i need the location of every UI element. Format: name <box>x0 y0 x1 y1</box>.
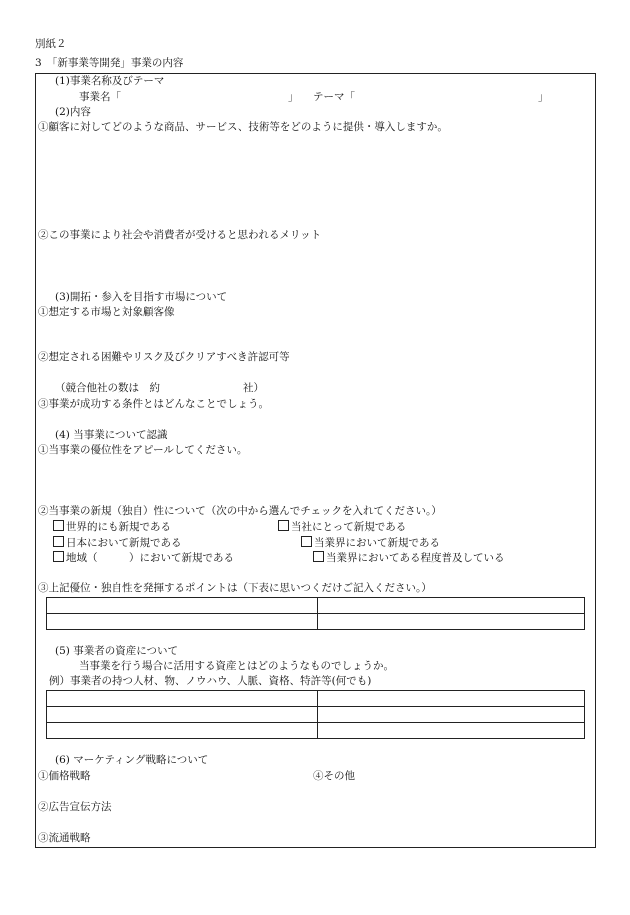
table-cell[interactable] <box>47 598 318 614</box>
theme-suffix: 」 <box>538 91 549 103</box>
table-row <box>47 691 585 707</box>
s2-question-2: ②この事業により社会や消費者が受けると思われるメリット <box>38 229 322 241</box>
s2-heading: (2)内容 <box>55 106 91 118</box>
advantage-points-table <box>46 597 585 630</box>
table-row <box>47 614 585 630</box>
s5-question: 当事業を行う場合に活用する資産とはどのようなものでしょうか。 <box>79 660 394 672</box>
s5-heading: (5) 事業者の資産について <box>55 645 179 657</box>
checkbox-icon[interactable] <box>53 551 64 562</box>
s4-question-2: ②当事業の新規（独自）性について（次の中から選んでチェックを入れてください。） <box>38 505 442 517</box>
novelty-option-region[interactable]: 地域（ ）において新規である <box>53 551 234 565</box>
business-name-suffix: 」 <box>288 91 299 103</box>
s3-question-1: ①想定する市場と対象顧客像 <box>38 306 175 318</box>
table-cell[interactable] <box>47 723 318 739</box>
s3-question-3: ③事業が成功する条件とはどんなことでしょう。 <box>38 398 269 410</box>
checkbox-icon[interactable] <box>278 520 289 531</box>
table-cell[interactable] <box>47 614 318 630</box>
business-name-prefix: 事業名「 <box>79 91 121 103</box>
novelty-option-world[interactable]: 世界的にも新規である <box>53 520 171 534</box>
table-cell[interactable] <box>318 707 585 723</box>
s1-heading: (1)事業名称及びテーマ <box>55 75 165 87</box>
assets-table <box>46 690 585 739</box>
novelty-option-company[interactable]: 当社にとって新規である <box>278 520 406 534</box>
attachment-label: 別紙２ <box>35 38 67 50</box>
checkbox-icon[interactable] <box>53 536 64 547</box>
table-cell[interactable] <box>318 598 585 614</box>
s6-question-1: ①価格戦略 <box>38 770 91 782</box>
table-cell[interactable] <box>47 691 318 707</box>
checkbox-icon[interactable] <box>313 551 324 562</box>
checkbox-icon[interactable] <box>301 536 312 547</box>
s3-heading: (3)開拓・参入を目指す市場について <box>55 291 228 303</box>
s5-example: 例）事業者の持つ人材、物、ノウハウ、人脈、資格、特許等(何でも) <box>49 675 372 687</box>
table-cell[interactable] <box>47 707 318 723</box>
s2-question-1: ①顧客に対してどのような商品、サービス、技術等をどのように提供・導入しますか。 <box>38 121 448 133</box>
competitors-count-prefix: （競合他社の数は 約 <box>55 382 160 394</box>
s4-question-3: ③上記優位・独自性を発揮するポイントは（下表に思いつくだけご記入ください。） <box>38 582 432 594</box>
competitors-count-suffix: 社） <box>243 382 264 394</box>
table-row <box>47 598 585 614</box>
checkbox-icon[interactable] <box>53 520 64 531</box>
s4-heading: (4) 当事業について認識 <box>55 429 168 441</box>
s6-question-3: ③流通戦略 <box>38 832 91 844</box>
s6-question-4: ④その他 <box>313 770 355 782</box>
novelty-option-industry[interactable]: 当業界において新規である <box>301 536 440 550</box>
novelty-option-industry-common[interactable]: 当業界においてある程度普及している <box>313 551 505 565</box>
table-row <box>47 723 585 739</box>
table-cell[interactable] <box>318 691 585 707</box>
table-cell[interactable] <box>318 614 585 630</box>
s6-question-2: ②広告宣伝方法 <box>38 801 112 813</box>
theme-prefix: テーマ「 <box>313 91 355 103</box>
novelty-option-japan[interactable]: 日本において新規である <box>53 536 182 550</box>
s6-heading: (6) マーケティング戦略について <box>55 754 209 766</box>
section-title: 3 「新事業等開発」事業の内容 <box>35 57 184 69</box>
s4-question-1: ①当事業の優位性をアピールしてください。 <box>38 444 248 456</box>
s3-question-2: ②想定される困難やリスク及びクリアすべき許認可等 <box>38 351 290 363</box>
business-name-input[interactable] <box>125 91 285 104</box>
theme-input[interactable] <box>360 91 535 104</box>
table-cell[interactable] <box>318 723 585 739</box>
table-row <box>47 707 585 723</box>
